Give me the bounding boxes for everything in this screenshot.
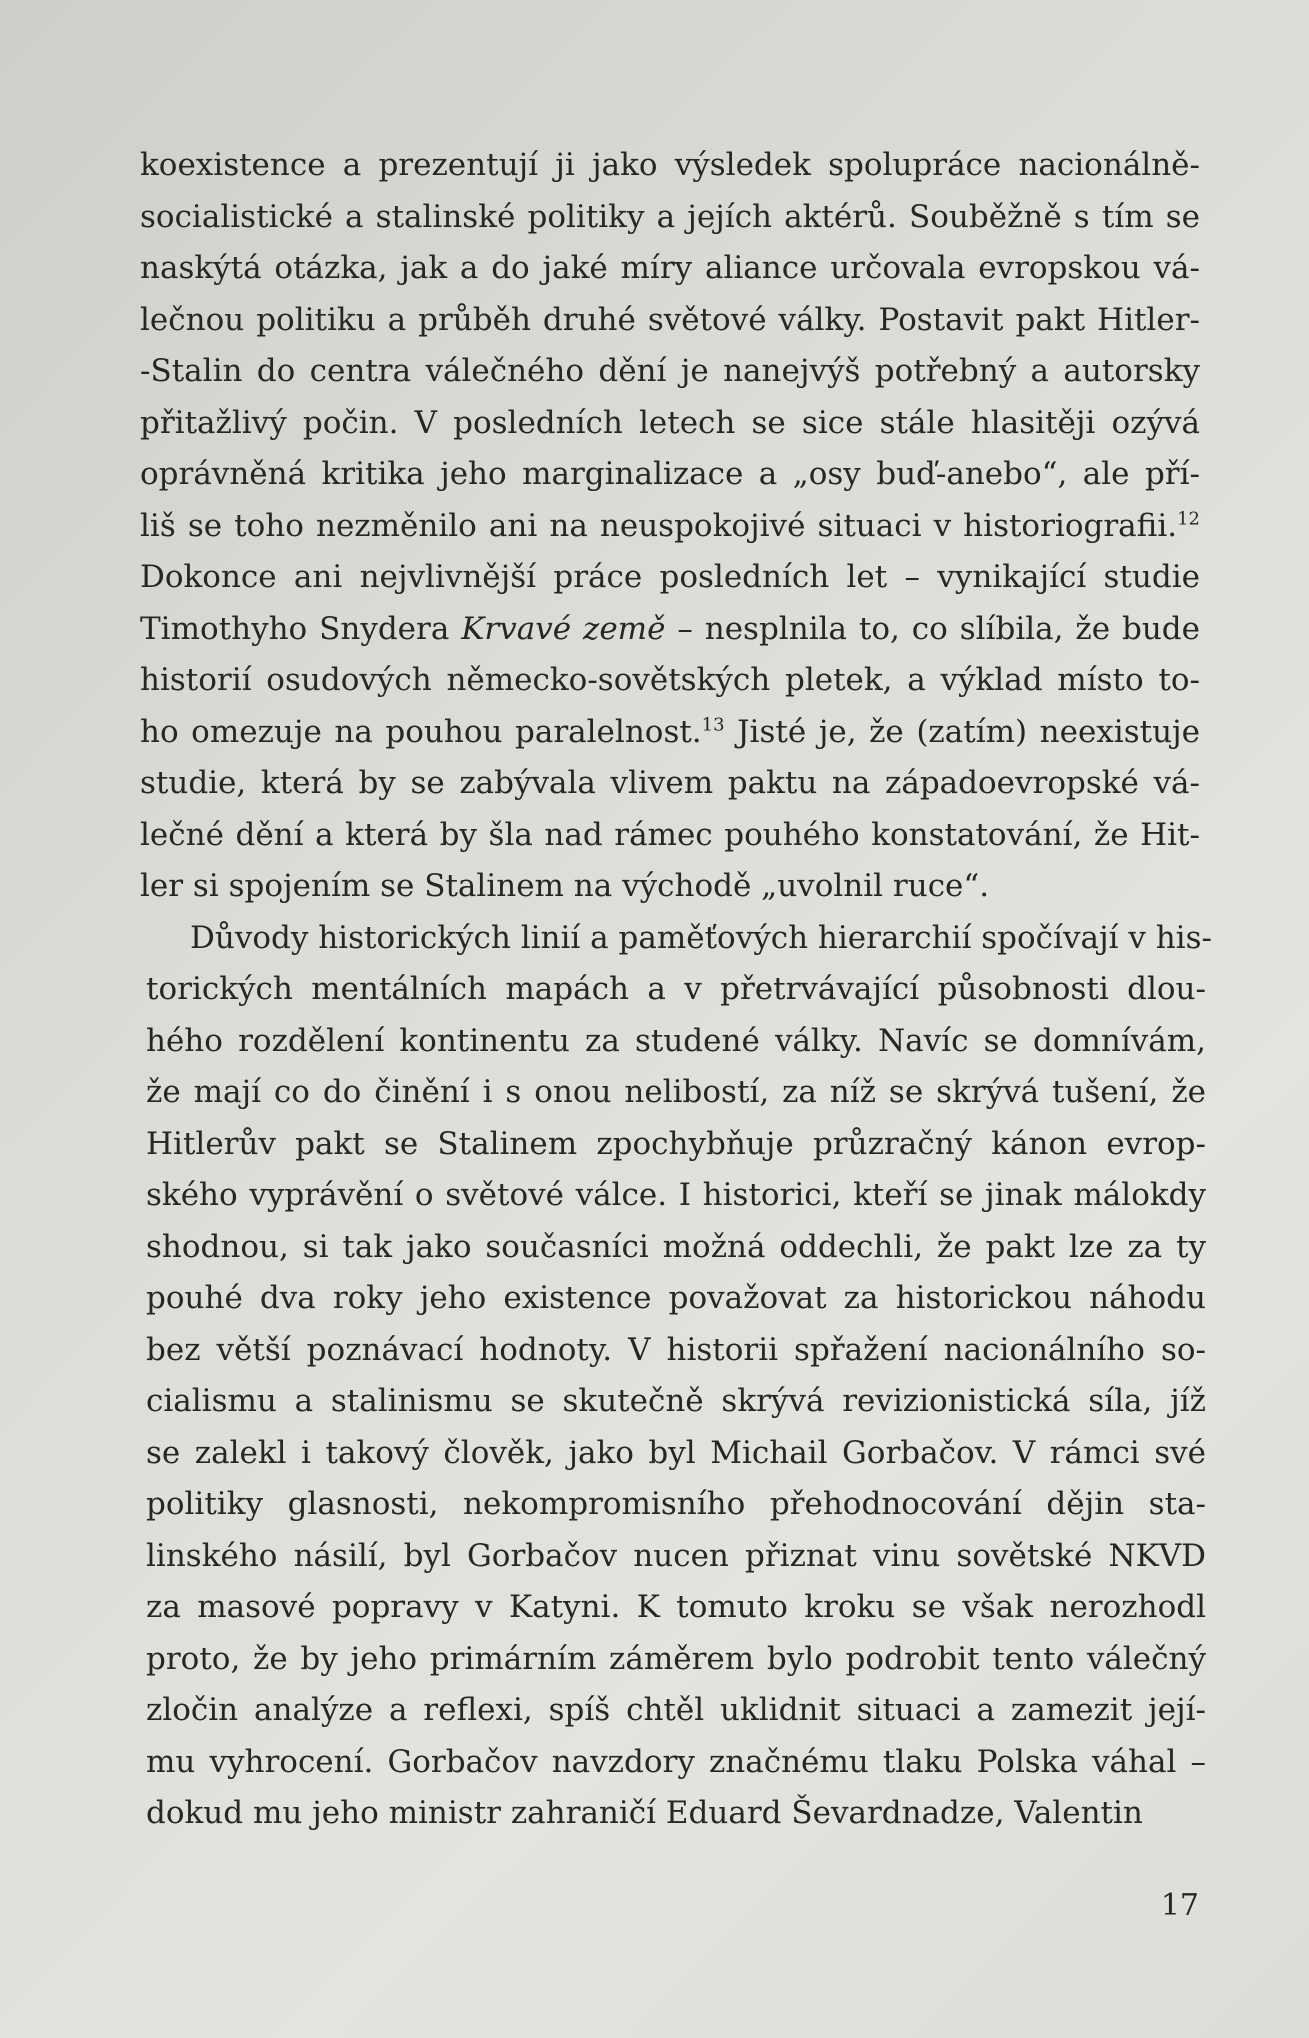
text-line bbox=[140, 140, 1200, 192]
text-line bbox=[146, 1016, 1206, 1068]
text-segment: Timothyho Snydera bbox=[140, 610, 462, 647]
text-segment: lečnou politiku a průběh druhé světové války. Postavit pakt Hitler- bbox=[140, 301, 1200, 338]
text-line bbox=[146, 1531, 1206, 1583]
paragraph-1 bbox=[140, 140, 1200, 913]
text-line bbox=[140, 552, 1200, 604]
text-segment: liš se toho nezměnilo ani na neuspokojivé situaci v historiografii. bbox=[140, 507, 1178, 544]
book-title-italic: Krvavé země bbox=[461, 610, 666, 647]
text-line bbox=[140, 295, 1200, 347]
text-line bbox=[146, 1170, 1206, 1222]
text-line bbox=[140, 604, 1200, 656]
page-number: 17 bbox=[1160, 1888, 1199, 1923]
body-text bbox=[140, 140, 1212, 1840]
text-segment: dokud mu jeho ministr zahraničí Eduard Ševardnadze, Valentin bbox=[146, 1795, 1143, 1831]
text-line bbox=[140, 346, 1200, 398]
text-segment: politiky glasnosti, nekompromisního přehodnocování dějin sta- bbox=[146, 1486, 1206, 1522]
text-line bbox=[146, 1479, 1206, 1531]
text-segment: že mají co do činění i s onou nelibostí, za níž se skrývá tušení, že bbox=[146, 1074, 1206, 1110]
text-line bbox=[140, 861, 1200, 913]
text-segment: studie, která by se zabývala vlivem paktu na západoevropské vá- bbox=[140, 765, 1200, 801]
text-segment: torických mentálních mapách a v přetrvávající působnosti dlou- bbox=[146, 971, 1206, 1007]
text-line bbox=[146, 1119, 1206, 1171]
text-segment: Důvody historických linií a paměťových hierarchií spočívají v his- bbox=[190, 919, 1212, 956]
text-segment: ler si spojením se Stalinem na východě „uvolnil ruce“. bbox=[140, 868, 990, 904]
text-segment: naskýtá otázka, jak a do jaké míry aliance určovala evropskou vá- bbox=[140, 250, 1200, 286]
text-segment: socialistické a stalinské politiky a jejích aktérů. Souběžně s tím se bbox=[140, 198, 1200, 235]
text-line bbox=[146, 1428, 1206, 1480]
paragraph-2 bbox=[140, 913, 1212, 1840]
text-segment: -Stalin do centra válečného dění je nanejvýš potřebný a autorsky bbox=[140, 353, 1200, 389]
text-segment: cialismu a stalinismu se skutečně skrývá revizionistická síla, jíž bbox=[146, 1383, 1206, 1419]
text-segment: ho omezuje na pouhou paralelnost. bbox=[140, 713, 702, 750]
text-segment: Dokonce ani nejvlivnější práce posledních let – vynikající studie bbox=[140, 559, 1200, 595]
text-line bbox=[140, 398, 1200, 450]
text-line bbox=[140, 707, 1200, 759]
text-line bbox=[146, 1273, 1206, 1325]
text-segment: hého rozdělení kontinentu za studené války. Navíc se domnívám, bbox=[146, 1022, 1206, 1059]
text-line bbox=[146, 1376, 1206, 1428]
text-segment: přitažlivý počin. V posledních letech se sice stále hlasitěji ozývá bbox=[140, 404, 1200, 441]
text-segment: mu vyhrocení. Gorbačov navzdory značnému tlaku Polska váhal – bbox=[146, 1743, 1206, 1780]
text-segment: Hitlerův pakt se Stalinem zpochybňuje průzračný kánon evrop- bbox=[146, 1125, 1206, 1162]
text-line bbox=[146, 1788, 1206, 1840]
text-line bbox=[146, 1737, 1206, 1789]
text-line bbox=[146, 1582, 1206, 1634]
text-segment: za masové popravy v Katyni. K tomuto kroku se však nerozhodl bbox=[146, 1589, 1206, 1625]
text-line bbox=[146, 913, 1212, 965]
text-line bbox=[140, 501, 1200, 553]
text-line bbox=[146, 1222, 1206, 1274]
text-line bbox=[146, 964, 1206, 1016]
text-segment: koexistence a prezentují ji jako výsledek spolupráce nacionálně- bbox=[140, 147, 1200, 183]
text-line bbox=[146, 1067, 1206, 1119]
text-line bbox=[140, 655, 1200, 707]
text-segment: shodnou, si tak jako současníci možná oddechli, že pakt lze za ty bbox=[146, 1228, 1206, 1265]
text-line bbox=[146, 1325, 1206, 1377]
text-segment: historií osudových německo-sovětských pletek, a výklad místo to- bbox=[140, 662, 1200, 698]
text-segment: Jisté je, že (zatím) neexistuje bbox=[724, 713, 1200, 750]
text-segment: – nesplnila to, co slíbila, že bude bbox=[665, 610, 1200, 647]
text-line bbox=[146, 1634, 1206, 1686]
footnote-ref: 13 bbox=[701, 714, 725, 736]
text-segment: se zalekl i takový člověk, jako byl Michail Gorbačov. V rámci své bbox=[146, 1434, 1206, 1471]
text-line bbox=[140, 449, 1200, 501]
text-segment: bez větší poznávací hodnoty. V historii spřažení nacionálního so- bbox=[146, 1331, 1206, 1368]
text-line bbox=[140, 192, 1200, 244]
text-segment: linského násilí, byl Gorbačov nucen přiznat vinu sovětské NKVD bbox=[146, 1537, 1206, 1574]
text-line bbox=[140, 758, 1200, 810]
text-line bbox=[140, 243, 1200, 295]
footnote-ref: 12 bbox=[1177, 508, 1200, 530]
text-line bbox=[140, 810, 1200, 862]
text-segment: pouhé dva roky jeho existence považovat za historickou náhodu bbox=[146, 1280, 1206, 1316]
text-segment: lečné dění a která by šla nad rámec pouhého konstatování, že Hit- bbox=[140, 816, 1200, 853]
text-line bbox=[146, 1685, 1206, 1737]
text-segment: zločin analýze a reflexi, spíš chtěl uklidnit situaci a zamezit její- bbox=[146, 1692, 1206, 1728]
text-segment: oprávněná kritika jeho marginalizace a „osy buď-anebo“, ale pří- bbox=[140, 456, 1200, 492]
text-segment: ského vyprávění o světové válce. I historici, kteří se jinak málokdy bbox=[146, 1177, 1206, 1213]
text-segment: proto, že by jeho primárním záměrem bylo podrobit tento válečný bbox=[146, 1640, 1206, 1677]
